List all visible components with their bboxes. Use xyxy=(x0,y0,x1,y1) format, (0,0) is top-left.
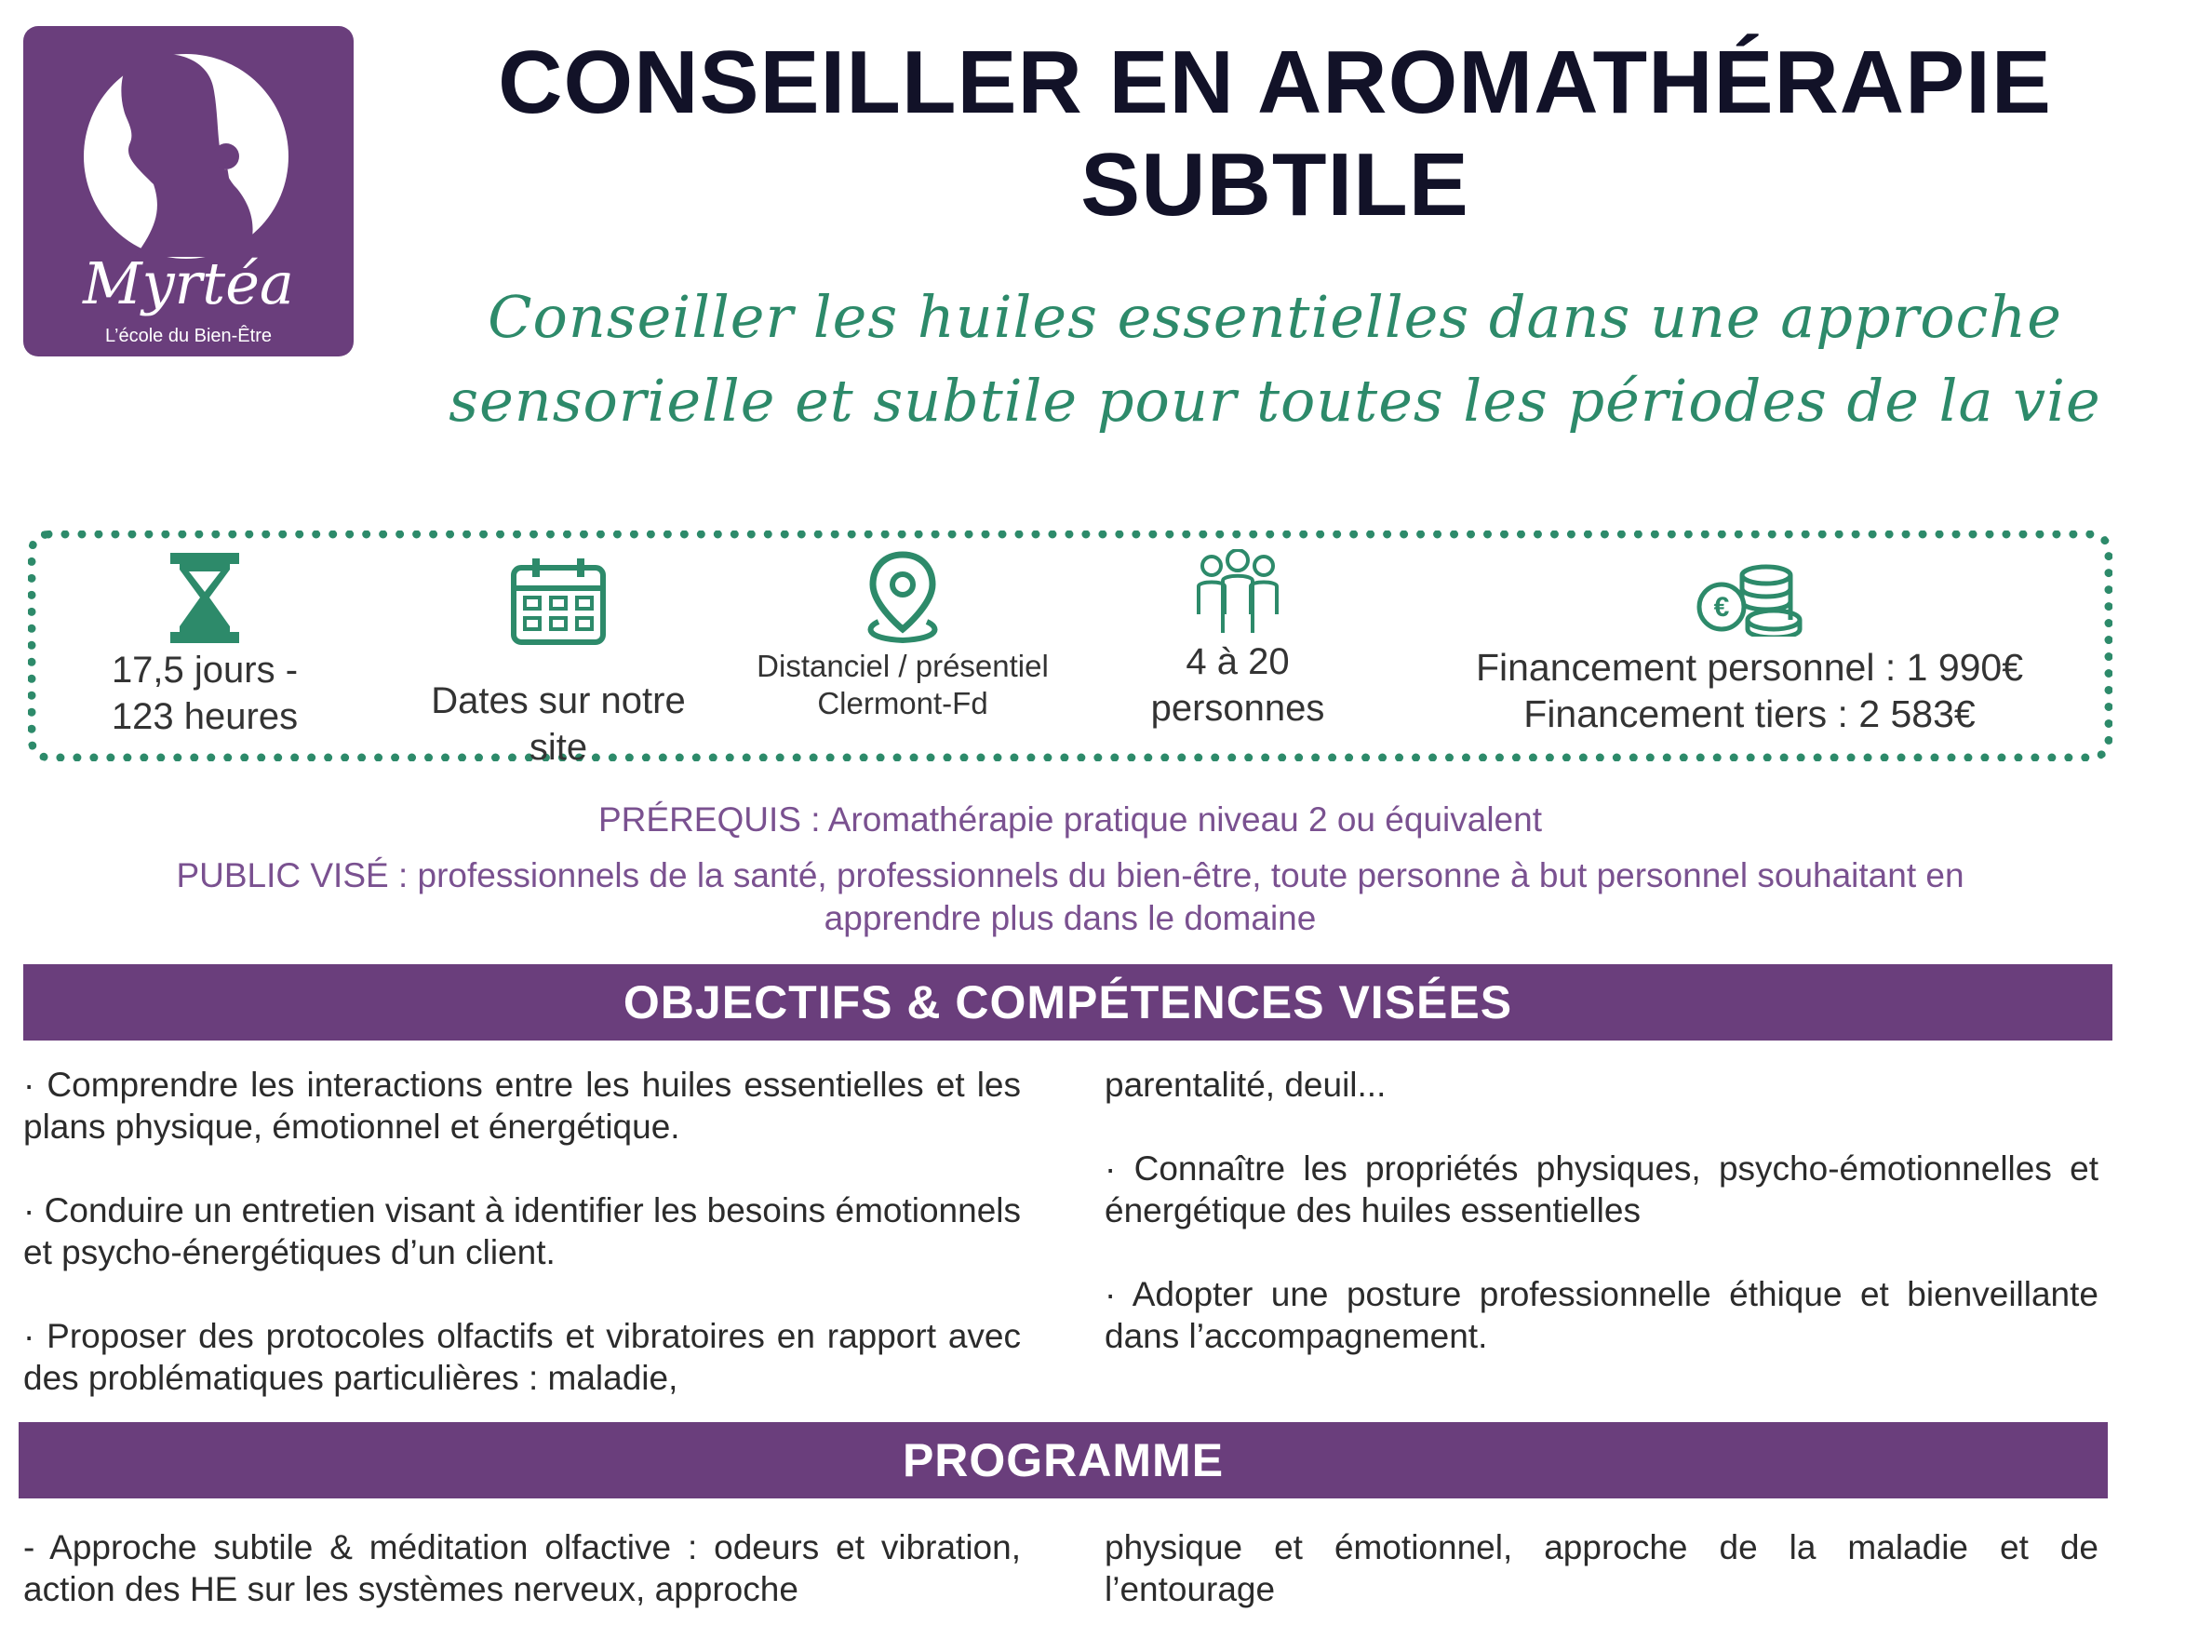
objective-item: · Connaître les propriétés physiques, psycho-émotionnelles et énergétique des huiles essentielles xyxy=(1105,1149,2098,1229)
objective-item: · Adopter une posture professionnelle éthique et bienveillante dans l’accompagnement. xyxy=(1105,1275,2098,1355)
info-pricing xyxy=(1424,562,2075,737)
logo-tagline: L’école du Bien-Être xyxy=(104,326,272,346)
programme-right-column xyxy=(1105,1526,2098,1652)
objectives-right-column xyxy=(1105,1064,2098,1399)
programme-heading: PROGRAMME xyxy=(19,1422,2108,1498)
location-city: Clermont-Fd xyxy=(817,686,988,720)
page-title xyxy=(391,32,2159,236)
calendar-icon xyxy=(510,557,607,646)
price-third-party: Financement tiers : 2 583€ xyxy=(1523,692,1976,735)
info-group xyxy=(1117,549,1359,732)
euro-coins-icon xyxy=(1694,562,1805,637)
programme-left-column xyxy=(23,1526,1021,1652)
target-audience-line-2: apprendre plus dans le domaine xyxy=(824,899,1317,937)
objectives-heading: OBJECTIFS & COMPÉTENCES VISÉES xyxy=(23,964,2112,1041)
dates-line-2: site xyxy=(529,727,588,768)
subtitle-line-1: Conseiller les huiles essentielles dans une approche xyxy=(488,283,2062,351)
objectives-left-column xyxy=(23,1064,1021,1441)
programme-item: physique et émotionnel, approche de la maladie et de l’entourage xyxy=(1105,1528,2098,1608)
objective-item: parentalité, deuil... xyxy=(1105,1066,1387,1104)
map-pin-icon xyxy=(858,549,947,646)
objective-item: · Comprendre les interactions entre les huiles essentielles et les plans physique, émotionnel et énergétique. xyxy=(23,1066,1021,1146)
price-personal: Financement personnel : 1 990€ xyxy=(1475,646,2024,689)
group-unit: personnes xyxy=(1150,688,1325,729)
duration-days: 17,5 jours - xyxy=(111,650,299,691)
title-line-2: SUBTILE xyxy=(1080,135,1469,235)
target-audience-line-1: PUBLIC VISÉ : professionnels de la santé, professionnels du bien-être, toute personne à but personnel souhaitant en xyxy=(176,856,1964,894)
prerequisites: PRÉREQUIS : Aromathérapie pratique niveau 2 ou équivalent xyxy=(598,800,1542,839)
group-size: 4 à 20 xyxy=(1186,641,1290,682)
info-location xyxy=(735,549,1070,722)
programme-item: - Approche subtile & méditation olfactive : odeurs et vibration, action des HE sur les systèmes nerveux, approche xyxy=(23,1528,1021,1608)
title-line-1: CONSEILLER EN AROMATHÉRAPIE xyxy=(498,33,2052,132)
info-duration xyxy=(88,549,321,740)
target-audience xyxy=(56,854,2085,940)
school-logo xyxy=(23,26,354,356)
subtitle-line-2: sensorielle et subtile pour toutes les périodes de la vie xyxy=(449,367,2101,435)
objective-item: · Conduire un entretien visant à identifier les besoins émotionnels et psycho-énergétiques d’un client. xyxy=(23,1191,1021,1271)
subtitle xyxy=(409,275,2140,443)
dates-line-1: Dates sur notre xyxy=(431,680,686,721)
group-icon xyxy=(1191,549,1284,638)
location-mode: Distanciel / présentiel xyxy=(757,649,1049,683)
svg-text:€: € xyxy=(1713,592,1730,623)
info-dates xyxy=(400,557,717,771)
duration-hours: 123 heures xyxy=(111,696,299,737)
objective-item: · Proposer des protocoles olfactifs et vibratoires en rapport avec des problématiques particulières : maladie, xyxy=(23,1317,1021,1397)
hourglass-icon xyxy=(163,549,247,647)
logo-name: Myrtéa xyxy=(83,249,294,317)
